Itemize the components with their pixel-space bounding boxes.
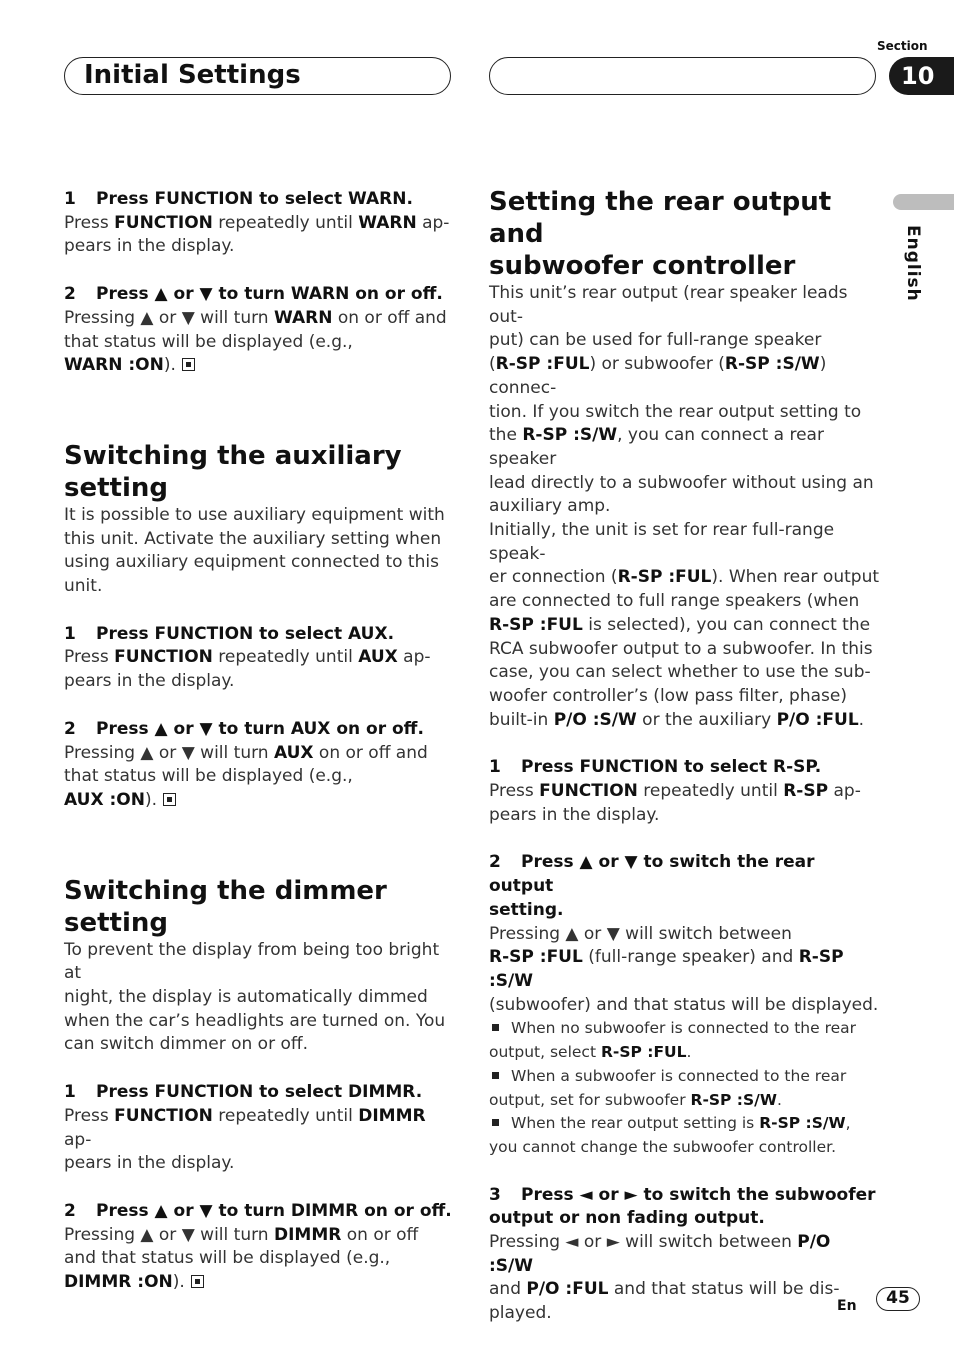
- bullet-icon: [492, 1119, 499, 1126]
- rsp-step-1: 1 Press FUNCTION to select R-SP.: [489, 757, 822, 778]
- warn-step-2-body: Pressing ▲ or ▼ will turn WARN on or off and that status will be displayed (e.g., WARN :ON).: [64, 307, 447, 376]
- aux-intro: It is possible to use auxiliary equipment with this unit. Activate the auxiliary setting when using auxiliary equipment connected to this unit.: [64, 504, 445, 597]
- section-label: Section: [877, 39, 928, 53]
- aux-step-1: 1 Press FUNCTION to select AUX.: [64, 623, 395, 644]
- warn-step-1: 1 Press FUNCTION to select WARN.: [64, 189, 413, 209]
- dimmer-heading: Switching the dimmer setting: [64, 875, 387, 938]
- end-mark-icon: [191, 1275, 204, 1288]
- rsp-step-3-body: Pressing ◄ or ► will switch between P/O :S/W and P/O :FUL and that status will be dis- played.: [489, 1232, 840, 1324]
- page-title: Initial Settings: [84, 60, 301, 90]
- page-number: 45: [876, 1287, 920, 1311]
- aux-step-1-body: Press FUNCTION repeatedly until AUX ap- pears in the display.: [64, 647, 431, 692]
- aux-step-2-body: Pressing ▲ or ▼ will turn AUX on or off and that status will be displayed (e.g., AUX :ON).: [64, 742, 428, 810]
- note-subwoofer-connected: When a subwoofer is connected to the rear output, set for subwoofer R-SP :S/W.: [489, 1066, 847, 1109]
- rear-output-intro: This unit’s rear output (rear speaker leads out- put) can be used for full-range speaker (R-SP :FUL) or subwoofer (R-SP :S/W) connec- tion. If you switch the rear output setting to the R-SP :S/W, you can connect a rear speaker lead directly to a subwoofer without using an auxiliary amp. Initially, the unit is set for rear full-range speak- er connection (R-SP :FUL). When rear output are connected to full range speakers (when R-SP :FUL is selected), you can connect the RCA subwoofer output to a subwoofer. In this case, you can select whether to use the sub- woofer controller’s (low pass filter, phase) built-in P/O :S/W or the auxiliary P/O :FUL.: [489, 283, 880, 730]
- language-tab: [893, 194, 954, 210]
- end-mark-icon: [163, 793, 176, 806]
- rsp-step-3: 3 Press ◄ or ► to switch the subwoofer output or non fading output.: [489, 1184, 876, 1229]
- warn-step-2: 2 Press ▲ or ▼ to turn WARN on or off.: [64, 284, 443, 305]
- dimmer-step-2-body: Pressing ▲ or ▼ will turn DIMMR on or off and that status will be displayed (e.g., DIMMR :ON).: [64, 1224, 419, 1293]
- header-empty-frame: [489, 57, 876, 95]
- note-no-subwoofer: When no subwoofer is connected to the rear output, select R-SP :FUL.: [489, 1019, 857, 1062]
- rear-output-heading: Setting the rear output and subwoofer controller: [489, 187, 832, 281]
- section-number-badge: 10: [889, 57, 954, 95]
- rsp-step-2: 2 Press ▲ or ▼ to switch the rear output setting.: [489, 852, 815, 920]
- dimmer-intro: To prevent the display from being too bright at night, the display is automatically dimmed when the car’s headlights are turned on. You can switch dimmer on or off.: [64, 939, 446, 1055]
- rsp-step-2-body: Pressing ▲ or ▼ will switch between R-SP :FUL (full-range speaker) and R-SP :S/W (subwoofer) and that status will be displayed.: [489, 923, 879, 1015]
- warn-step-1-body: Press FUNCTION repeatedly until WARN ap- pears in the display.: [64, 212, 450, 257]
- footer-language-code: En: [837, 1298, 857, 1314]
- language-label: English: [903, 225, 923, 302]
- dimmer-step-1: 1 Press FUNCTION to select DIMMR.: [64, 1082, 423, 1103]
- left-column: [64, 188, 454, 1295]
- rsp-step-1-body: Press FUNCTION repeatedly until R-SP ap- pears in the display.: [489, 781, 861, 825]
- dimmer-step-2: 2 Press ▲ or ▼ to turn DIMMR on or off.: [64, 1200, 452, 1221]
- bullet-icon: [492, 1024, 499, 1031]
- note-cannot-change: When the rear output setting is R-SP :S/W, you cannot change the subwoofer controller.: [489, 1114, 851, 1156]
- dimmer-step-1-body: Press FUNCTION repeatedly until DIMMR ap- pears in the display.: [64, 1105, 426, 1174]
- right-column: [489, 186, 879, 1326]
- aux-step-2: 2 Press ▲ or ▼ to turn AUX on or off.: [64, 718, 424, 739]
- end-mark-icon: [182, 358, 195, 371]
- aux-heading: Switching the auxiliary setting: [64, 440, 402, 503]
- bullet-icon: [492, 1072, 499, 1079]
